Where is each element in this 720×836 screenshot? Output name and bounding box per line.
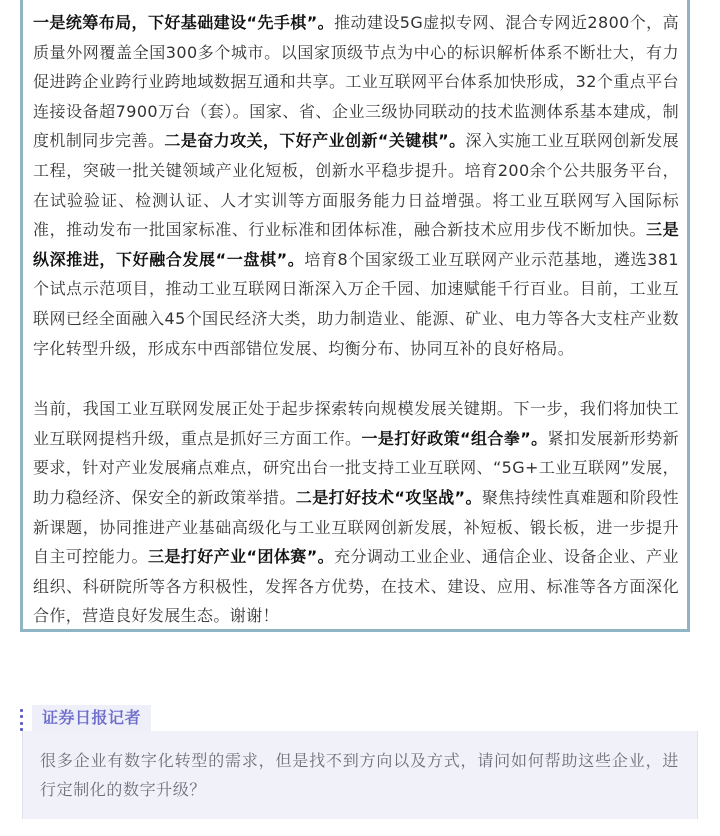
task-3-heading: 三是打好产业“团体赛”。 — [147, 547, 335, 567]
answer-paragraph-1 — [33, 8, 679, 363]
dots-decoration-icon — [20, 709, 24, 731]
answer-box — [20, 0, 690, 632]
next-steps-intro: 当前，我国工业互联网发展正处于起步探索转向规模发展关键期。下一步，我们将加快工业互联网提档升级，重点是抓好三方面工作。 — [33, 399, 679, 448]
point-1-text: 推动建设5G虚拟专网、混合专网近2800个，高质量外网覆盖全国300多个城市。以国家顶级节点为中心的标识解析体系不断壮大，有力促进跨企业跨行业跨地域数据互通和共享。工业互联网平台体系加快形成，32个重点平台连接设备超7900万台（套）。国家、省、企业三级协同联动的技术监测体系基本建成，制度机制同步完善。 — [33, 13, 679, 151]
point-2-text: 深入实施工业互联网创新发展工程，突破一批关键领域产业化短板，创新水平稳步提升。培育200余个公共服务平台，在试验验证、检测认证、人才实训等方面服务能力日益增强。将工业互联网写入国际标准，推动发布一批国家标准、行业标准和团体标准，融合新技术应用步伐不断加快。 — [33, 131, 680, 240]
point-1-heading: 一是统筹布局，下好基础建设“先手棋”。 — [33, 13, 335, 32]
answer-paragraph-2 — [33, 394, 679, 631]
question-text: 很多企业有数字化转型的需求，但是找不到方向以及方式，请问如何帮助这些企业，进行定制化的数字升级？ — [40, 751, 679, 799]
task-2-heading: 二是打好技术“攻坚战”。 — [295, 487, 482, 507]
task-2-text: 聚焦持续性真难题和阶段性新课题，协同推进产业基础高级化与工业互联网创新发展，补短板、锻长板，进一步提升自主可控能力。 — [33, 487, 679, 567]
question-box — [22, 731, 698, 819]
point-3-heading: 三是纵深推进，下好融合发展“一盘棋”。 — [33, 220, 679, 269]
task-3-text: 充分调动工业企业、通信企业、设备企业、产业组织、科研院所等各方积极性，发挥各方优势，在技术、建设、应用、标准等各方面深化合作，营造良好发展生态。谢谢！ — [33, 547, 679, 626]
reporter-label: 证券日报记者 — [32, 705, 151, 731]
paragraph-gap — [33, 363, 679, 394]
point-2-heading: 二是奋力攻关，下好产业创新“关键棋”。 — [164, 131, 466, 151]
task-1-heading: 一是打好政策“组合拳”。 — [361, 428, 548, 448]
point-3-text: 培育8个国家级工业互联网产业示范基地，遴选381个试点示范项目，推动工业互联网日渐深入万企千园、加速赋能千行百业。目前，工业互联网已经全面融入45个国民经济大类，助力制造业、能源、矿业、电力等各大支柱产业数字化转型升级，形成东中西部错位发展、均衡分布、协同互补的良好格局。 — [33, 249, 679, 358]
task-1-text: 紧扣发展新形势新要求，针对产业发展痛点难点，研究出台一批支持工业互联网、“5G+工业互联网”发展，助力稳经济、保安全的新政策举措。 — [33, 428, 679, 507]
